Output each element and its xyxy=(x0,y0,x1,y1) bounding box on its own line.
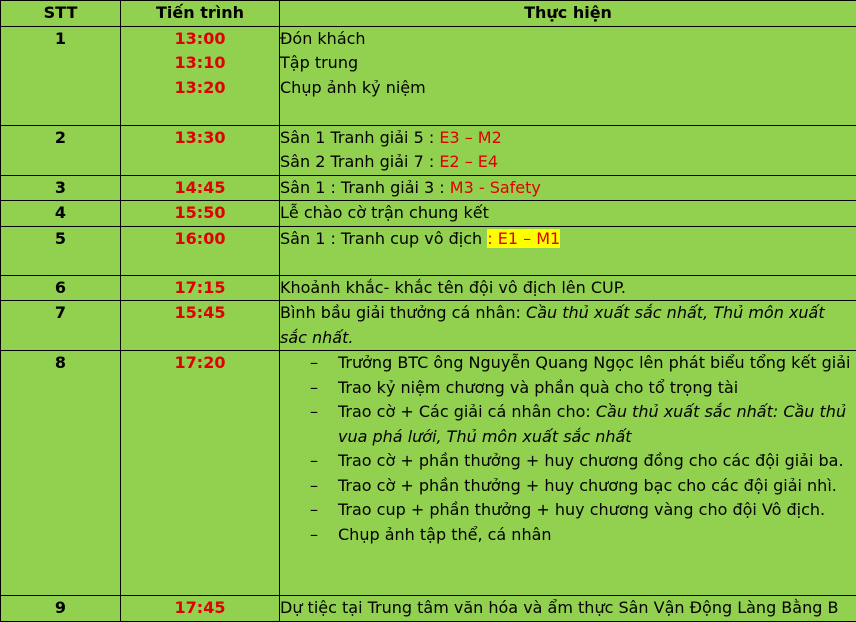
time-value: 13:00 xyxy=(174,28,226,48)
list-item: – Trao cờ + phần thưởng + huy chương đồng cho các đội giải ba. xyxy=(280,449,856,474)
activity-line: Chụp ảnh kỷ niệm xyxy=(280,77,426,97)
table-row xyxy=(1,275,856,301)
time-cell: 17:20 xyxy=(121,351,280,596)
match-label: M3 - Safety xyxy=(449,177,541,197)
activity-cell xyxy=(280,351,856,596)
table-row xyxy=(1,201,856,227)
dash-bullet: – xyxy=(310,451,318,470)
time-value: 13:20 xyxy=(174,77,226,97)
activity-text: Sân 2 Tranh giải 7 : xyxy=(280,152,440,171)
table-row xyxy=(1,596,856,622)
table-row xyxy=(1,175,856,201)
stt-cell: 8 xyxy=(1,351,121,596)
ceremony-list xyxy=(280,351,856,547)
dash-bullet: – xyxy=(310,353,318,372)
header-row xyxy=(1,1,856,27)
header-stt: STT xyxy=(1,1,121,27)
time-cell: 14:45 xyxy=(121,175,280,201)
list-item: – Trao cup + phần thưởng + huy chương vàng cho đội Vô địch. xyxy=(280,498,856,523)
stt-cell: 5 xyxy=(1,226,121,275)
activity-cell: Khoảnh khắc- khắc tên đội vô địch lên CUP. xyxy=(280,275,856,301)
list-item: – Trao cờ + phần thưởng + huy chương bạc cho các đội giải nhì. xyxy=(280,474,856,499)
table-row xyxy=(1,351,856,596)
header-activity: Thực hiện xyxy=(280,1,856,27)
activity-cell xyxy=(280,226,856,275)
stt-cell: 2 xyxy=(1,125,121,175)
activity-line xyxy=(280,150,856,175)
activity-line xyxy=(280,126,856,151)
activity-line: Tập trung xyxy=(280,53,359,72)
stt-cell: 7 xyxy=(1,301,121,351)
match-label: E3 – M2 xyxy=(439,127,502,147)
dash-bullet: – xyxy=(310,524,318,544)
dash-bullet: – xyxy=(310,402,318,421)
time-value: 13:10 xyxy=(174,53,226,72)
time-cell: 16:00 xyxy=(121,226,280,275)
activity-cell: Lễ chào cờ trận chung kết xyxy=(280,201,856,227)
list-item: – Chụp ảnh tập thể, cá nhân xyxy=(280,523,856,548)
list-item: – Trao cờ + Các giải cá nhân cho: Cầu thủ xuất sắc nhất: Cầu thủ vua phá lưới, Thủ môn xuất sắc nhất xyxy=(310,402,847,446)
activity-cell xyxy=(280,301,856,351)
time-cell xyxy=(121,26,280,125)
dash-bullet: – xyxy=(310,377,318,397)
stt-cell: 4 xyxy=(1,201,121,227)
activity-text: Sân 1 Tranh giải 5 : xyxy=(280,127,440,147)
time-cell: 13:30 xyxy=(121,125,280,175)
award-list: Cầu thủ xuất sắc nhất, Thủ môn xuất sắc nhất. xyxy=(280,303,825,347)
list-item: – Trao kỷ niệm chương và phần quà cho tổ trọng tài xyxy=(280,376,856,401)
stt-cell: 6 xyxy=(1,275,121,301)
stt-cell: 3 xyxy=(1,175,121,201)
activity-line: Đón khách xyxy=(280,28,366,48)
award-list: Cầu thủ xuất sắc nhất: Cầu thủ vua phá lưới, Thủ môn xuất sắc nhất xyxy=(338,402,847,446)
match-label-highlighted: : E1 – M1 xyxy=(487,228,561,248)
time-cell: 17:45 xyxy=(121,596,280,622)
activity-text: Sân 1 : Tranh cup vô địch xyxy=(280,228,488,248)
time-cell: 15:45 xyxy=(121,301,280,351)
table-row xyxy=(1,301,856,351)
match-label: E2 – E4 xyxy=(439,152,499,171)
activity-cell xyxy=(280,26,856,125)
activity-cell xyxy=(280,175,856,201)
activity-text: Bình bầu giải thưởng cá nhân: xyxy=(280,303,527,322)
stt-cell: 1 xyxy=(1,26,121,125)
time-cell: 17:15 xyxy=(121,275,280,301)
activity-cell xyxy=(280,125,856,175)
table-row xyxy=(1,26,856,125)
stt-cell: 9 xyxy=(1,596,121,622)
header-time: Tiến trình xyxy=(121,1,280,27)
activity-text: Sân 1 : Tranh giải 3 : xyxy=(280,177,450,197)
dash-bullet: – xyxy=(310,475,318,495)
table-row xyxy=(1,125,856,175)
time-cell: 15:50 xyxy=(121,201,280,227)
table-row xyxy=(1,226,856,275)
activity-cell: Dự tiệc tại Trung tâm văn hóa và ẩm thực Sân Vận Động Làng Bằng B xyxy=(280,596,856,622)
list-item: – Trưởng BTC ông Nguyễn Quang Ngọc lên phát biểu tổng kết giải xyxy=(280,351,856,376)
dash-bullet: – xyxy=(310,500,318,519)
